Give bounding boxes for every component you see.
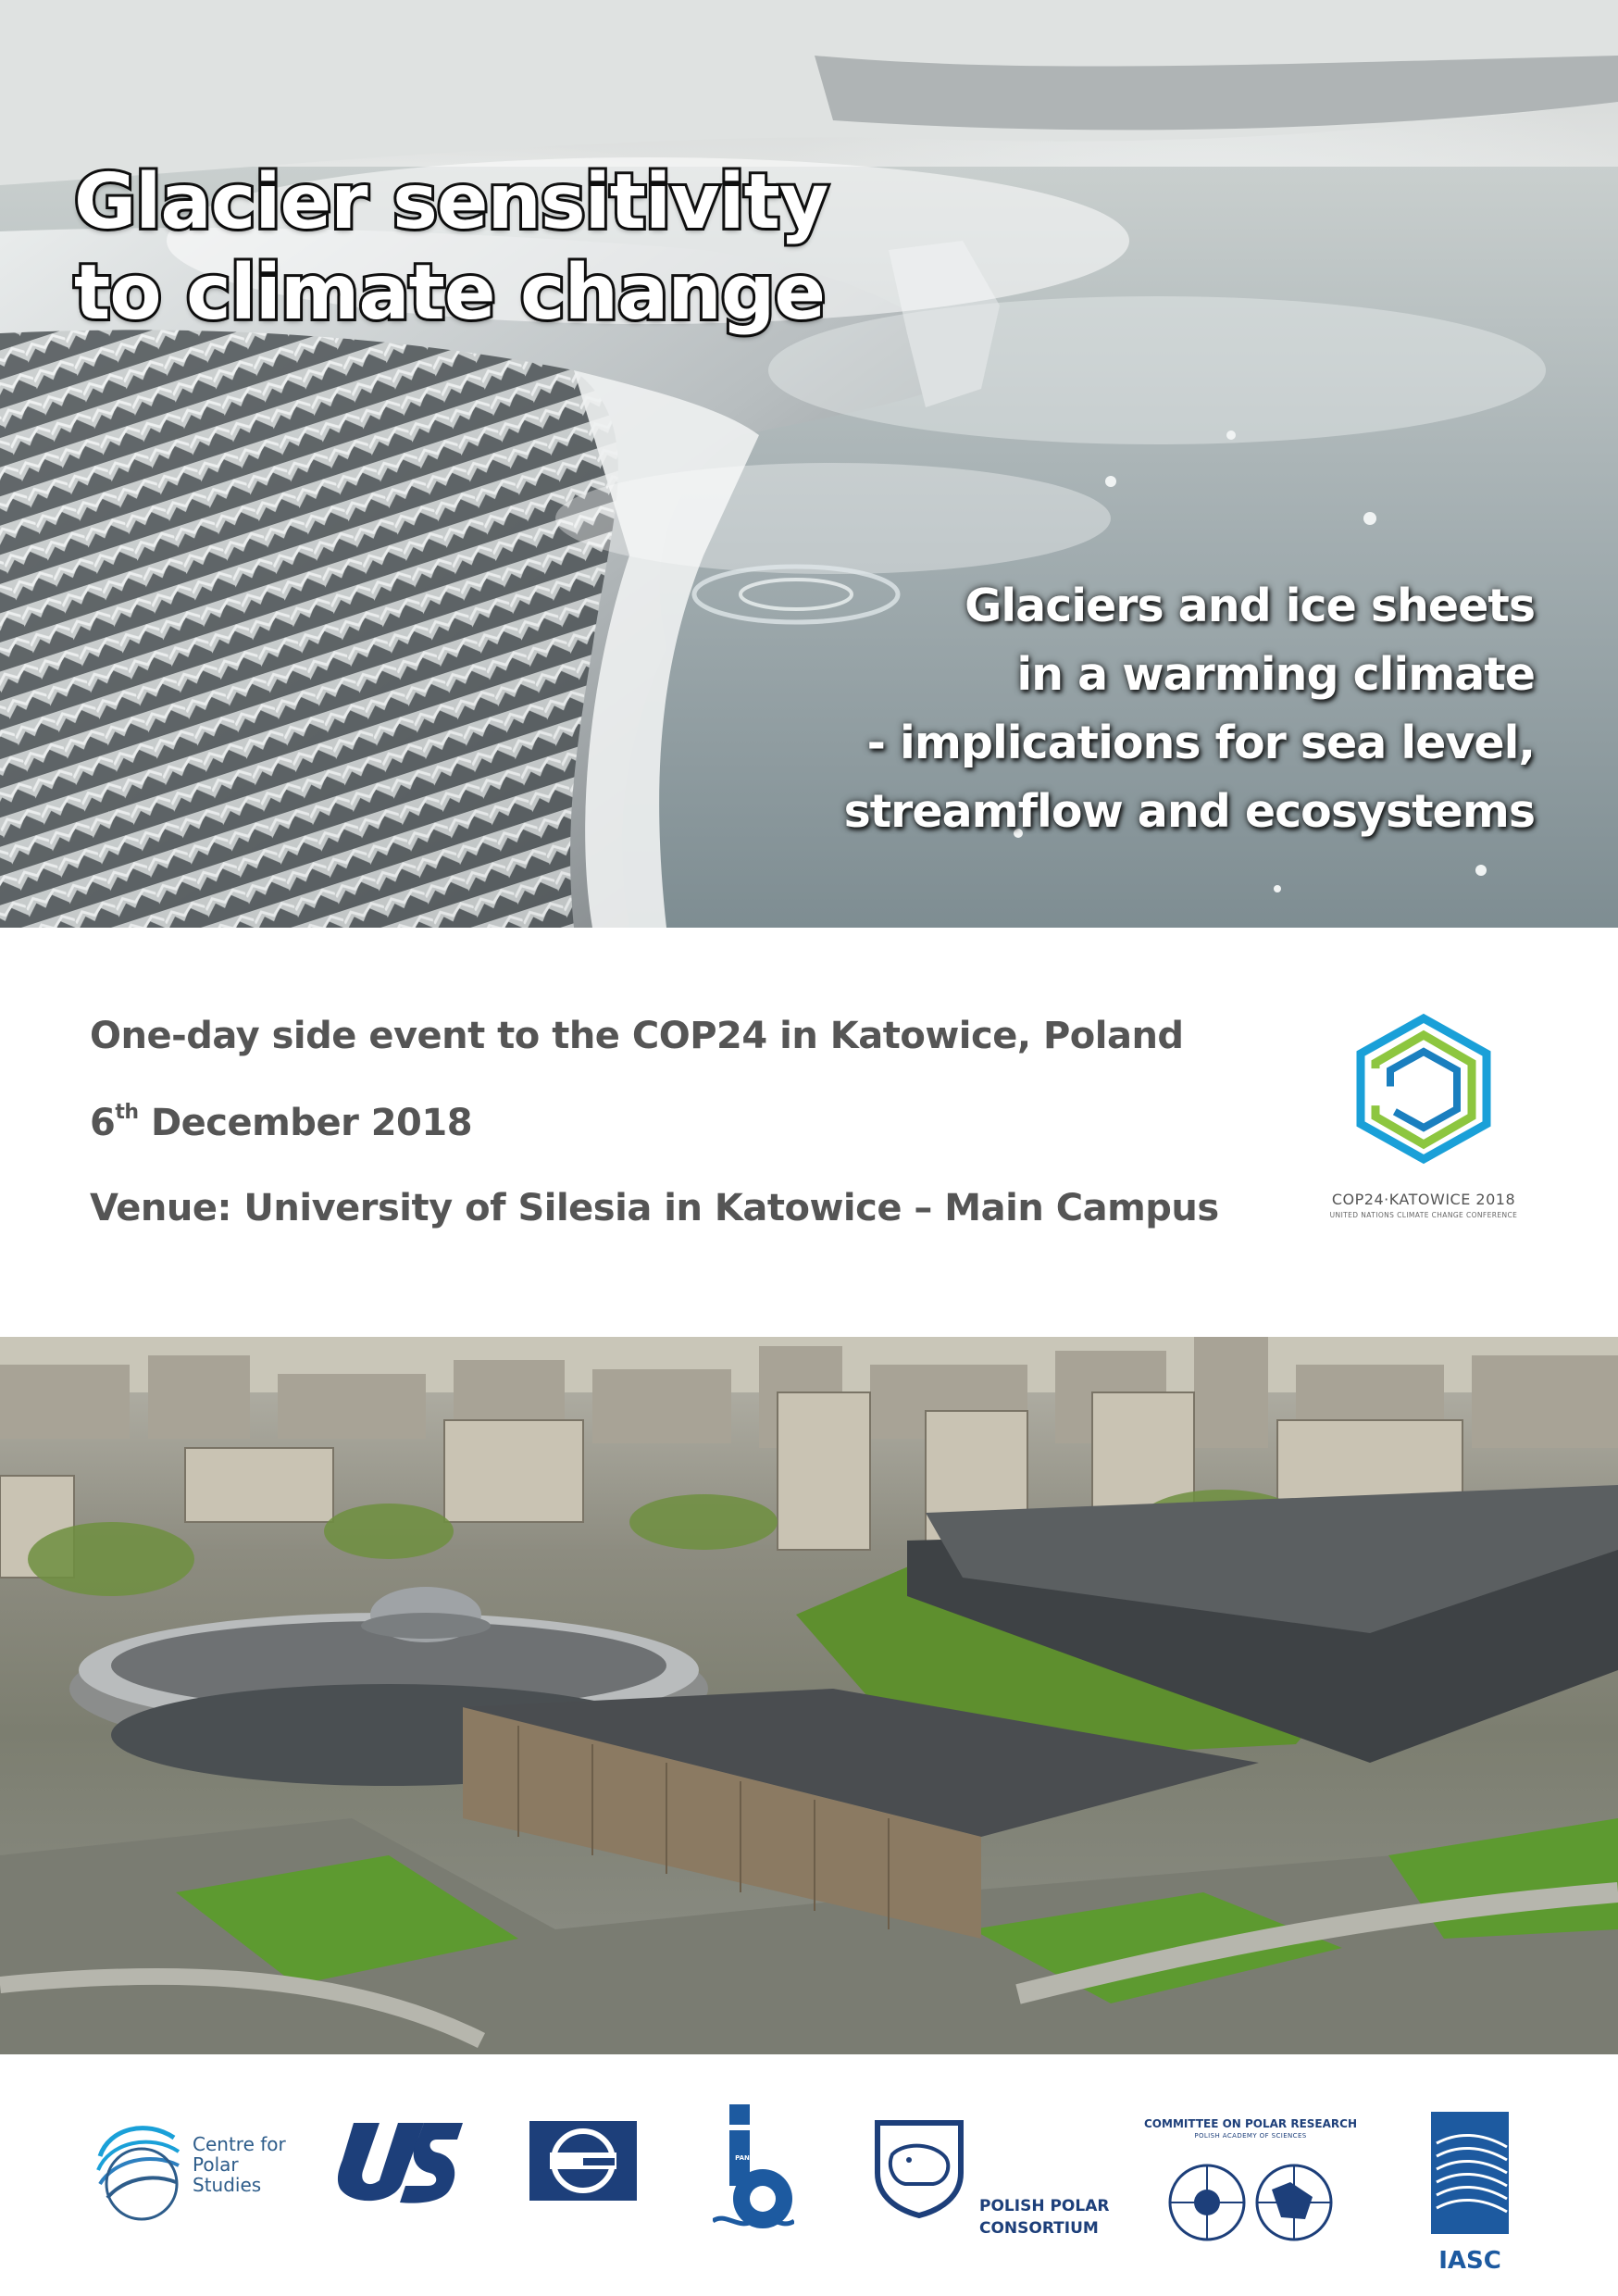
committee-subtitle: POLISH ACADEMY OF SCIENCES — [1194, 2132, 1307, 2140]
hero-subtitle-line-2: in a warming climate — [1016, 648, 1535, 701]
logo-ig-pan — [713, 2103, 794, 2232]
polar-globes-icon — [1142, 2117, 1359, 2256]
event-date — [90, 1102, 472, 1144]
geophysics-emblem-icon — [528, 2119, 639, 2202]
hero-title-line-2: to climate change — [74, 249, 826, 337]
cop24-hexagon-icon — [1348, 1013, 1500, 1165]
cop24-subtitle: UNITED NATIONS CLIMATE CHANGE CONFERENCE — [1329, 1211, 1518, 1219]
polar-bear-shield-icon — [868, 2117, 970, 2219]
event-description: One-day side event to the COP24 in Katowice, Poland — [90, 1015, 1184, 1057]
katowice-venue-photo — [0, 1337, 1618, 2054]
logo-iasc — [1429, 2110, 1511, 2286]
event-date-day: 6 — [90, 1102, 116, 1144]
logo-committee-polar-research — [1142, 2117, 1359, 2256]
ig-pan-emblem-icon — [713, 2103, 794, 2232]
venue-aerial-image — [0, 1337, 1618, 2054]
hero-subtitle-line-4: streamflow and ecosystems — [843, 785, 1535, 838]
polar-globe-icon — [91, 2054, 193, 2240]
hero-subtitle-line-1: Glaciers and ice sheets — [965, 580, 1535, 632]
iasc-waves-icon — [1429, 2110, 1511, 2240]
hero-title — [74, 157, 828, 339]
logo-centre-for-polar-studies — [91, 2054, 313, 2240]
cop24-name: COP24·KATOWICE 2018 — [1331, 1191, 1516, 1208]
iasc-label: IASC — [1438, 2247, 1501, 2275]
logo-polish-polar-consortium — [868, 2117, 1146, 2238]
hero-subtitle — [844, 572, 1535, 846]
hero-title-line-1: Glacier sensitivity — [74, 158, 828, 246]
us-monogram-icon — [335, 2115, 463, 2208]
event-date-rest: December 2018 — [138, 1102, 473, 1144]
committee-title: COMMITTEE ON POLAR RESEARCH — [1144, 2117, 1357, 2130]
logo-geophysics — [528, 2119, 639, 2202]
partner-logos — [0, 2054, 1618, 2296]
event-venue: Venue: University of Silesia in Katowice – Main Campus — [90, 1187, 1219, 1229]
logo-university-of-silesia — [335, 2115, 463, 2208]
ig-pan-label: PAN — [735, 2154, 750, 2162]
cop24-logo — [1313, 1013, 1535, 1226]
hero-subtitle-line-3: - implications for sea level, — [866, 717, 1535, 769]
event-info-section — [0, 928, 1618, 1337]
event-date-suffix: th — [115, 1101, 139, 1124]
hero-section — [0, 0, 1618, 928]
centre-for-polar-studies-label: Centre for Polar Studies — [193, 2133, 286, 2196]
polish-polar-consortium-label: POLISH POLAR CONSORTIUM — [979, 2197, 1110, 2238]
